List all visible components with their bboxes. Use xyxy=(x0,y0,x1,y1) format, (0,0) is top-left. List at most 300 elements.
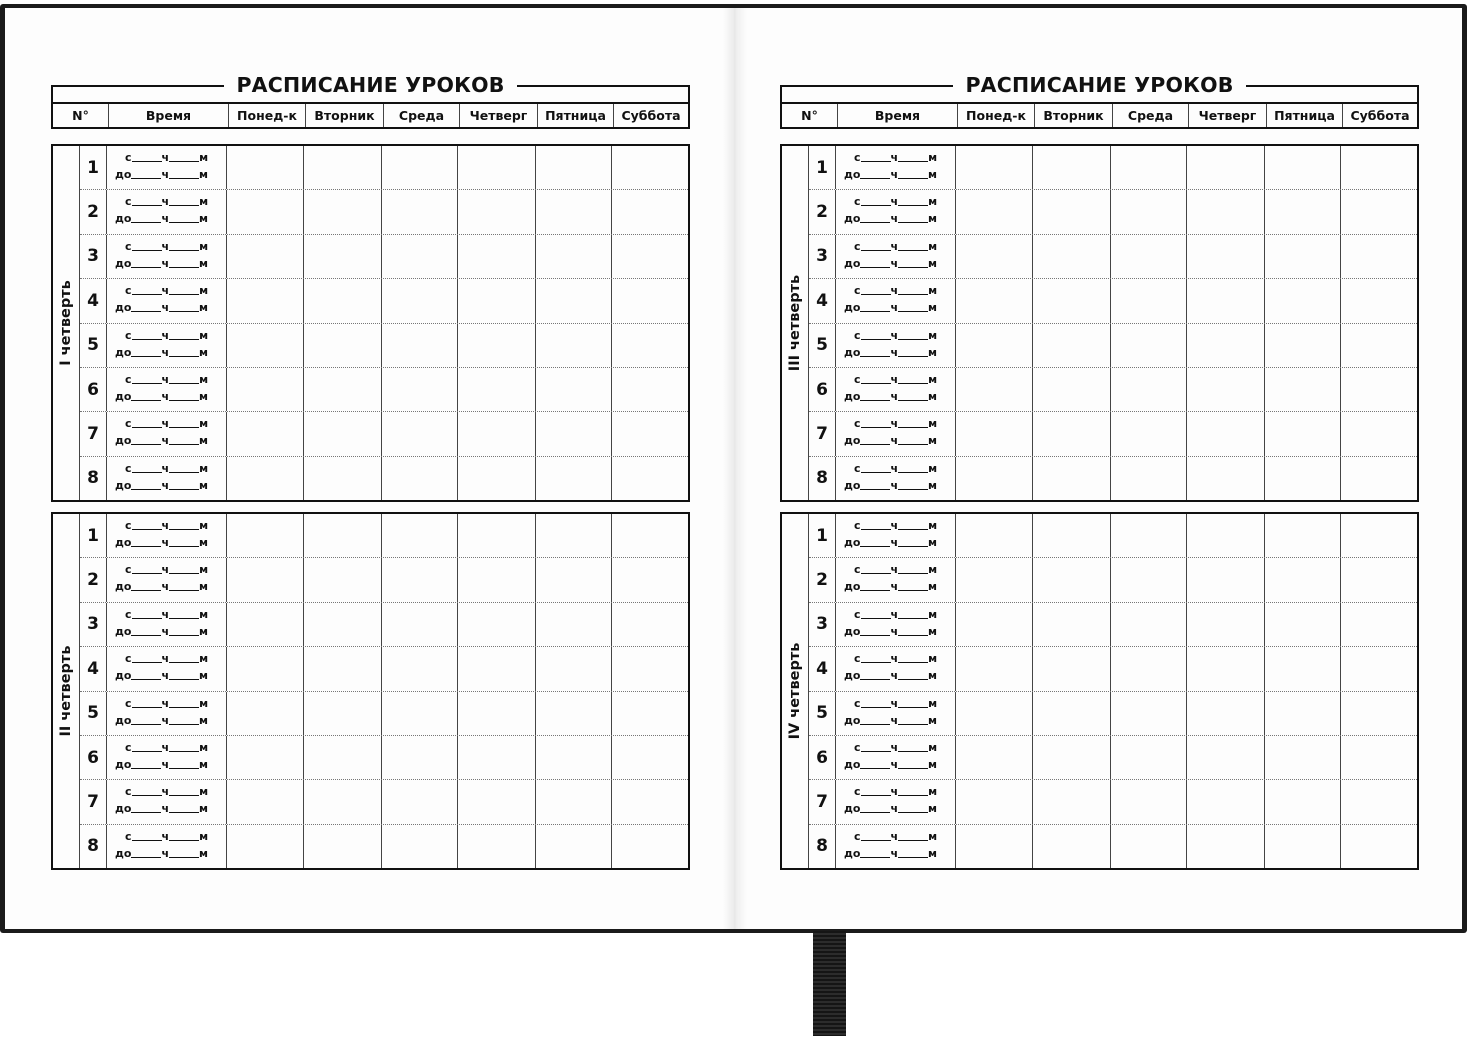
hours-blank[interactable] xyxy=(131,590,161,591)
lesson-cell-Пятница[interactable] xyxy=(536,558,612,601)
lesson-cell-Среда[interactable] xyxy=(1111,736,1187,779)
lesson-cell-Четверг[interactable] xyxy=(458,412,536,455)
lesson-cell-Суббота[interactable] xyxy=(1341,457,1417,500)
lesson-cell-Вторник[interactable] xyxy=(304,647,382,690)
lesson-cell-Суббота[interactable] xyxy=(1341,279,1417,322)
minutes-blank[interactable] xyxy=(898,546,928,547)
lesson-cell-Четверг[interactable] xyxy=(458,692,536,735)
lesson-cell-Понед-к[interactable] xyxy=(956,825,1033,868)
lesson-cell-Вторник[interactable] xyxy=(1033,692,1111,735)
minutes-blank[interactable] xyxy=(169,724,199,725)
hours-blank[interactable] xyxy=(131,857,161,858)
lesson-cell-Понед-к[interactable] xyxy=(956,146,1033,189)
hours-blank[interactable] xyxy=(861,662,891,663)
time-cell[interactable] xyxy=(836,692,956,735)
minutes-blank[interactable] xyxy=(169,795,199,796)
lesson-cell-Среда[interactable] xyxy=(382,324,458,367)
minutes-blank[interactable] xyxy=(169,707,199,708)
lesson-cell-Среда[interactable] xyxy=(1111,324,1187,367)
lesson-cell-Среда[interactable] xyxy=(382,514,458,557)
lesson-cell-Понед-к[interactable] xyxy=(956,647,1033,690)
minutes-blank[interactable] xyxy=(169,618,199,619)
minutes-blank[interactable] xyxy=(169,427,199,428)
lesson-cell-Четверг[interactable] xyxy=(458,603,536,646)
lesson-cell-Среда[interactable] xyxy=(382,692,458,735)
time-cell[interactable] xyxy=(107,558,227,601)
lesson-cell-Вторник[interactable] xyxy=(304,235,382,278)
time-from-line[interactable] xyxy=(125,519,208,532)
minutes-blank[interactable] xyxy=(898,662,928,663)
lesson-cell-Вторник[interactable] xyxy=(304,324,382,367)
lesson-cell-Вторник[interactable] xyxy=(304,368,382,411)
time-to-line[interactable] xyxy=(844,847,937,860)
time-cell[interactable] xyxy=(836,780,956,823)
lesson-cell-Четверг[interactable] xyxy=(458,514,536,557)
lesson-cell-Вторник[interactable] xyxy=(304,279,382,322)
time-cell[interactable] xyxy=(107,324,227,367)
lesson-cell-Понед-к[interactable] xyxy=(227,825,304,868)
lesson-cell-Пятница[interactable] xyxy=(536,692,612,735)
hours-blank[interactable] xyxy=(131,222,161,223)
time-cell[interactable] xyxy=(107,780,227,823)
hours-blank[interactable] xyxy=(132,383,162,384)
minutes-blank[interactable] xyxy=(169,857,199,858)
time-cell[interactable] xyxy=(836,279,956,322)
lesson-cell-Суббота[interactable] xyxy=(612,780,688,823)
time-to-line[interactable] xyxy=(115,847,208,860)
hours-blank[interactable] xyxy=(131,489,161,490)
hours-blank[interactable] xyxy=(132,662,162,663)
lesson-cell-Среда[interactable] xyxy=(382,412,458,455)
lesson-cell-Понед-к[interactable] xyxy=(227,647,304,690)
hours-blank[interactable] xyxy=(860,356,890,357)
lesson-cell-Четверг[interactable] xyxy=(458,736,536,779)
lesson-cell-Вторник[interactable] xyxy=(1033,514,1111,557)
time-cell[interactable] xyxy=(107,825,227,868)
hours-blank[interactable] xyxy=(861,795,891,796)
lesson-cell-Пятница[interactable] xyxy=(1265,457,1341,500)
lesson-cell-Пятница[interactable] xyxy=(536,146,612,189)
hours-blank[interactable] xyxy=(860,222,890,223)
hours-blank[interactable] xyxy=(131,768,161,769)
time-to-line[interactable] xyxy=(115,669,208,682)
hours-blank[interactable] xyxy=(860,724,890,725)
time-from-line[interactable] xyxy=(854,284,937,297)
minutes-blank[interactable] xyxy=(898,356,928,357)
minutes-blank[interactable] xyxy=(898,383,928,384)
lesson-cell-Пятница[interactable] xyxy=(1265,279,1341,322)
time-cell[interactable] xyxy=(836,146,956,189)
hours-blank[interactable] xyxy=(860,267,890,268)
time-to-line[interactable] xyxy=(844,434,937,447)
lesson-cell-Понед-к[interactable] xyxy=(227,736,304,779)
minutes-blank[interactable] xyxy=(169,339,199,340)
hours-blank[interactable] xyxy=(861,161,891,162)
minutes-blank[interactable] xyxy=(169,812,199,813)
time-to-line[interactable] xyxy=(115,257,208,270)
time-cell[interactable] xyxy=(107,736,227,779)
hours-blank[interactable] xyxy=(131,444,161,445)
lesson-cell-Суббота[interactable] xyxy=(1341,190,1417,233)
lesson-cell-Пятница[interactable] xyxy=(1265,780,1341,823)
hours-blank[interactable] xyxy=(132,795,162,796)
lesson-cell-Понед-к[interactable] xyxy=(956,279,1033,322)
lesson-cell-Суббота[interactable] xyxy=(1341,368,1417,411)
time-to-line[interactable] xyxy=(115,536,208,549)
lesson-cell-Четверг[interactable] xyxy=(458,190,536,233)
time-from-line[interactable] xyxy=(125,462,208,475)
lesson-cell-Четверг[interactable] xyxy=(458,146,536,189)
minutes-blank[interactable] xyxy=(169,161,199,162)
lesson-cell-Пятница[interactable] xyxy=(536,368,612,411)
lesson-cell-Вторник[interactable] xyxy=(304,190,382,233)
hours-blank[interactable] xyxy=(860,635,890,636)
time-cell[interactable] xyxy=(836,647,956,690)
time-cell[interactable] xyxy=(836,324,956,367)
minutes-blank[interactable] xyxy=(169,472,199,473)
lesson-cell-Суббота[interactable] xyxy=(612,457,688,500)
lesson-cell-Среда[interactable] xyxy=(382,647,458,690)
hours-blank[interactable] xyxy=(861,751,891,752)
lesson-cell-Четверг[interactable] xyxy=(1187,514,1265,557)
lesson-cell-Четверг[interactable] xyxy=(1187,324,1265,367)
lesson-cell-Понед-к[interactable] xyxy=(956,235,1033,278)
lesson-cell-Четверг[interactable] xyxy=(1187,190,1265,233)
lesson-cell-Понед-к[interactable] xyxy=(956,324,1033,367)
time-to-line[interactable] xyxy=(844,479,937,492)
hours-blank[interactable] xyxy=(860,812,890,813)
lesson-cell-Вторник[interactable] xyxy=(1033,558,1111,601)
minutes-blank[interactable] xyxy=(169,311,199,312)
lesson-cell-Понед-к[interactable] xyxy=(227,457,304,500)
time-to-line[interactable] xyxy=(844,257,937,270)
minutes-blank[interactable] xyxy=(898,205,928,206)
lesson-cell-Понед-к[interactable] xyxy=(956,368,1033,411)
minutes-blank[interactable] xyxy=(898,250,928,251)
lesson-cell-Пятница[interactable] xyxy=(1265,692,1341,735)
time-cell[interactable] xyxy=(836,457,956,500)
lesson-cell-Среда[interactable] xyxy=(382,558,458,601)
lesson-cell-Понед-к[interactable] xyxy=(956,780,1033,823)
hours-blank[interactable] xyxy=(861,205,891,206)
hours-blank[interactable] xyxy=(131,546,161,547)
time-from-line[interactable] xyxy=(125,563,208,576)
minutes-blank[interactable] xyxy=(898,707,928,708)
hours-blank[interactable] xyxy=(132,707,162,708)
lesson-cell-Суббота[interactable] xyxy=(612,235,688,278)
time-from-line[interactable] xyxy=(125,195,208,208)
lesson-cell-Пятница[interactable] xyxy=(536,603,612,646)
minutes-blank[interactable] xyxy=(169,444,199,445)
minutes-blank[interactable] xyxy=(169,529,199,530)
hours-blank[interactable] xyxy=(860,590,890,591)
lesson-cell-Пятница[interactable] xyxy=(536,235,612,278)
lesson-cell-Пятница[interactable] xyxy=(1265,558,1341,601)
lesson-cell-Четверг[interactable] xyxy=(458,825,536,868)
lesson-cell-Четверг[interactable] xyxy=(458,324,536,367)
lesson-cell-Понед-к[interactable] xyxy=(956,558,1033,601)
time-to-line[interactable] xyxy=(844,390,937,403)
minutes-blank[interactable] xyxy=(169,840,199,841)
time-from-line[interactable] xyxy=(854,697,937,710)
lesson-cell-Четверг[interactable] xyxy=(1187,146,1265,189)
lesson-cell-Среда[interactable] xyxy=(382,368,458,411)
lesson-cell-Среда[interactable] xyxy=(1111,235,1187,278)
lesson-cell-Четверг[interactable] xyxy=(1187,235,1265,278)
time-cell[interactable] xyxy=(107,368,227,411)
lesson-cell-Суббота[interactable] xyxy=(612,692,688,735)
hours-blank[interactable] xyxy=(861,840,891,841)
lesson-cell-Понед-к[interactable] xyxy=(227,558,304,601)
lesson-cell-Пятница[interactable] xyxy=(1265,825,1341,868)
lesson-cell-Суббота[interactable] xyxy=(612,647,688,690)
hours-blank[interactable] xyxy=(132,573,162,574)
lesson-cell-Вторник[interactable] xyxy=(304,603,382,646)
minutes-blank[interactable] xyxy=(169,489,199,490)
time-cell[interactable] xyxy=(836,412,956,455)
lesson-cell-Суббота[interactable] xyxy=(1341,235,1417,278)
hours-blank[interactable] xyxy=(860,178,890,179)
lesson-cell-Среда[interactable] xyxy=(382,825,458,868)
lesson-cell-Пятница[interactable] xyxy=(1265,146,1341,189)
time-to-line[interactable] xyxy=(115,390,208,403)
lesson-cell-Вторник[interactable] xyxy=(304,412,382,455)
minutes-blank[interactable] xyxy=(898,635,928,636)
lesson-cell-Среда[interactable] xyxy=(382,780,458,823)
lesson-cell-Понед-к[interactable] xyxy=(227,412,304,455)
lesson-cell-Понед-к[interactable] xyxy=(227,603,304,646)
hours-blank[interactable] xyxy=(131,267,161,268)
lesson-cell-Среда[interactable] xyxy=(382,736,458,779)
lesson-cell-Вторник[interactable] xyxy=(1033,736,1111,779)
hours-blank[interactable] xyxy=(131,356,161,357)
hours-blank[interactable] xyxy=(861,339,891,340)
lesson-cell-Вторник[interactable] xyxy=(304,825,382,868)
lesson-cell-Четверг[interactable] xyxy=(458,647,536,690)
hours-blank[interactable] xyxy=(861,472,891,473)
lesson-cell-Среда[interactable] xyxy=(382,235,458,278)
lesson-cell-Четверг[interactable] xyxy=(1187,457,1265,500)
minutes-blank[interactable] xyxy=(898,857,928,858)
lesson-cell-Пятница[interactable] xyxy=(1265,235,1341,278)
time-from-line[interactable] xyxy=(125,240,208,253)
minutes-blank[interactable] xyxy=(898,311,928,312)
time-to-line[interactable] xyxy=(115,625,208,638)
lesson-cell-Пятница[interactable] xyxy=(1265,368,1341,411)
minutes-blank[interactable] xyxy=(898,339,928,340)
time-from-line[interactable] xyxy=(854,151,937,164)
lesson-cell-Понед-к[interactable] xyxy=(227,514,304,557)
lesson-cell-Вторник[interactable] xyxy=(1033,825,1111,868)
minutes-blank[interactable] xyxy=(898,400,928,401)
time-cell[interactable] xyxy=(836,235,956,278)
lesson-cell-Понед-к[interactable] xyxy=(956,412,1033,455)
lesson-cell-Понед-к[interactable] xyxy=(227,368,304,411)
minutes-blank[interactable] xyxy=(898,529,928,530)
minutes-blank[interactable] xyxy=(898,161,928,162)
time-to-line[interactable] xyxy=(115,212,208,225)
minutes-blank[interactable] xyxy=(898,427,928,428)
time-to-line[interactable] xyxy=(844,714,937,727)
lesson-cell-Пятница[interactable] xyxy=(1265,647,1341,690)
time-from-line[interactable] xyxy=(125,417,208,430)
time-from-line[interactable] xyxy=(125,830,208,843)
hours-blank[interactable] xyxy=(861,427,891,428)
hours-blank[interactable] xyxy=(132,618,162,619)
lesson-cell-Вторник[interactable] xyxy=(304,146,382,189)
lesson-cell-Пятница[interactable] xyxy=(536,780,612,823)
lesson-cell-Суббота[interactable] xyxy=(1341,558,1417,601)
lesson-cell-Суббота[interactable] xyxy=(612,603,688,646)
time-to-line[interactable] xyxy=(115,802,208,815)
minutes-blank[interactable] xyxy=(169,635,199,636)
lesson-cell-Суббота[interactable] xyxy=(612,190,688,233)
lesson-cell-Четверг[interactable] xyxy=(1187,780,1265,823)
lesson-cell-Пятница[interactable] xyxy=(1265,603,1341,646)
lesson-cell-Четверг[interactable] xyxy=(1187,647,1265,690)
hours-blank[interactable] xyxy=(861,618,891,619)
lesson-cell-Четверг[interactable] xyxy=(1187,368,1265,411)
minutes-blank[interactable] xyxy=(898,472,928,473)
time-cell[interactable] xyxy=(107,514,227,557)
hours-blank[interactable] xyxy=(861,707,891,708)
minutes-blank[interactable] xyxy=(169,662,199,663)
minutes-blank[interactable] xyxy=(169,178,199,179)
lesson-cell-Понед-к[interactable] xyxy=(227,146,304,189)
time-to-line[interactable] xyxy=(115,346,208,359)
minutes-blank[interactable] xyxy=(169,679,199,680)
hours-blank[interactable] xyxy=(132,427,162,428)
lesson-cell-Пятница[interactable] xyxy=(536,279,612,322)
lesson-cell-Вторник[interactable] xyxy=(304,736,382,779)
hours-blank[interactable] xyxy=(860,444,890,445)
time-to-line[interactable] xyxy=(844,669,937,682)
lesson-cell-Пятница[interactable] xyxy=(1265,736,1341,779)
lesson-cell-Понед-к[interactable] xyxy=(956,603,1033,646)
lesson-cell-Суббота[interactable] xyxy=(612,368,688,411)
lesson-cell-Понед-к[interactable] xyxy=(227,190,304,233)
minutes-blank[interactable] xyxy=(898,768,928,769)
lesson-cell-Суббота[interactable] xyxy=(1341,825,1417,868)
lesson-cell-Вторник[interactable] xyxy=(1033,235,1111,278)
hours-blank[interactable] xyxy=(132,840,162,841)
minutes-blank[interactable] xyxy=(898,812,928,813)
minutes-blank[interactable] xyxy=(898,618,928,619)
hours-blank[interactable] xyxy=(132,751,162,752)
lesson-cell-Суббота[interactable] xyxy=(1341,780,1417,823)
lesson-cell-Вторник[interactable] xyxy=(1033,190,1111,233)
lesson-cell-Вторник[interactable] xyxy=(1033,647,1111,690)
time-from-line[interactable] xyxy=(125,608,208,621)
hours-blank[interactable] xyxy=(131,400,161,401)
time-to-line[interactable] xyxy=(115,434,208,447)
hours-blank[interactable] xyxy=(132,472,162,473)
lesson-cell-Вторник[interactable] xyxy=(1033,603,1111,646)
lesson-cell-Среда[interactable] xyxy=(382,279,458,322)
time-cell[interactable] xyxy=(836,558,956,601)
time-from-line[interactable] xyxy=(854,563,937,576)
lesson-cell-Пятница[interactable] xyxy=(536,457,612,500)
time-cell[interactable] xyxy=(107,457,227,500)
time-cell[interactable] xyxy=(107,647,227,690)
time-to-line[interactable] xyxy=(844,580,937,593)
lesson-cell-Четверг[interactable] xyxy=(1187,736,1265,779)
lesson-cell-Суббота[interactable] xyxy=(612,514,688,557)
lesson-cell-Среда[interactable] xyxy=(1111,457,1187,500)
minutes-blank[interactable] xyxy=(169,400,199,401)
lesson-cell-Вторник[interactable] xyxy=(1033,324,1111,367)
hours-blank[interactable] xyxy=(861,573,891,574)
time-to-line[interactable] xyxy=(844,212,937,225)
lesson-cell-Вторник[interactable] xyxy=(1033,457,1111,500)
lesson-cell-Среда[interactable] xyxy=(1111,558,1187,601)
lesson-cell-Понед-к[interactable] xyxy=(227,324,304,367)
time-cell[interactable] xyxy=(836,736,956,779)
lesson-cell-Суббота[interactable] xyxy=(612,279,688,322)
lesson-cell-Вторник[interactable] xyxy=(1033,412,1111,455)
hours-blank[interactable] xyxy=(860,857,890,858)
time-from-line[interactable] xyxy=(854,195,937,208)
time-cell[interactable] xyxy=(107,146,227,189)
lesson-cell-Среда[interactable] xyxy=(382,603,458,646)
minutes-blank[interactable] xyxy=(898,795,928,796)
lesson-cell-Пятница[interactable] xyxy=(536,514,612,557)
minutes-blank[interactable] xyxy=(898,840,928,841)
lesson-cell-Среда[interactable] xyxy=(1111,146,1187,189)
lesson-cell-Пятница[interactable] xyxy=(1265,324,1341,367)
time-from-line[interactable] xyxy=(854,329,937,342)
hours-blank[interactable] xyxy=(131,812,161,813)
lesson-cell-Пятница[interactable] xyxy=(1265,514,1341,557)
lesson-cell-Понед-к[interactable] xyxy=(956,514,1033,557)
lesson-cell-Суббота[interactable] xyxy=(612,412,688,455)
time-cell[interactable] xyxy=(836,368,956,411)
lesson-cell-Пятница[interactable] xyxy=(536,825,612,868)
lesson-cell-Вторник[interactable] xyxy=(1033,780,1111,823)
lesson-cell-Четверг[interactable] xyxy=(1187,603,1265,646)
minutes-blank[interactable] xyxy=(169,205,199,206)
hours-blank[interactable] xyxy=(860,546,890,547)
lesson-cell-Пятница[interactable] xyxy=(536,190,612,233)
time-to-line[interactable] xyxy=(115,301,208,314)
time-from-line[interactable] xyxy=(125,373,208,386)
hours-blank[interactable] xyxy=(861,250,891,251)
time-to-line[interactable] xyxy=(115,580,208,593)
hours-blank[interactable] xyxy=(131,635,161,636)
lesson-cell-Четверг[interactable] xyxy=(458,780,536,823)
lesson-cell-Четверг[interactable] xyxy=(458,279,536,322)
lesson-cell-Понед-к[interactable] xyxy=(956,736,1033,779)
time-cell[interactable] xyxy=(836,603,956,646)
time-from-line[interactable] xyxy=(854,830,937,843)
lesson-cell-Среда[interactable] xyxy=(382,146,458,189)
lesson-cell-Вторник[interactable] xyxy=(304,558,382,601)
minutes-blank[interactable] xyxy=(169,573,199,574)
time-from-line[interactable] xyxy=(854,373,937,386)
hours-blank[interactable] xyxy=(132,529,162,530)
time-cell[interactable] xyxy=(836,825,956,868)
lesson-cell-Среда[interactable] xyxy=(1111,603,1187,646)
lesson-cell-Пятница[interactable] xyxy=(536,324,612,367)
minutes-blank[interactable] xyxy=(898,590,928,591)
lesson-cell-Суббота[interactable] xyxy=(1341,324,1417,367)
lesson-cell-Вторник[interactable] xyxy=(304,780,382,823)
hours-blank[interactable] xyxy=(861,383,891,384)
lesson-cell-Понед-к[interactable] xyxy=(956,190,1033,233)
minutes-blank[interactable] xyxy=(898,222,928,223)
lesson-cell-Пятница[interactable] xyxy=(536,736,612,779)
lesson-cell-Пятница[interactable] xyxy=(536,412,612,455)
